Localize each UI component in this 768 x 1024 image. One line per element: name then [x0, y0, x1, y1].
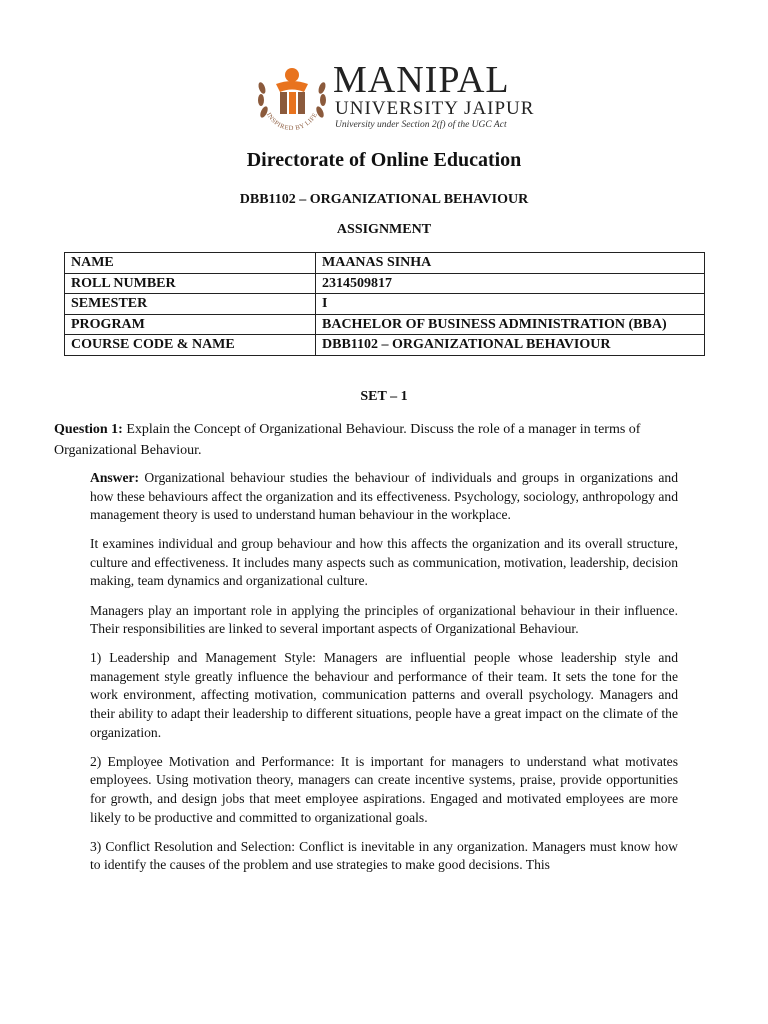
table-value: BACHELOR OF BUSINESS ADMINISTRATION (BBA) — [316, 314, 705, 335]
table-row — [65, 335, 705, 356]
table-row — [65, 314, 705, 335]
logo-brand-name: MANIPAL — [333, 59, 510, 101]
course-heading: DBB1102 – ORGANIZATIONAL BEHAVIOUR — [239, 192, 529, 207]
table-row — [65, 253, 705, 274]
table-row — [65, 294, 705, 315]
svg-text:INSPIRED BY LIFE — [265, 112, 319, 133]
answer-body — [90, 469, 678, 885]
table-row — [65, 273, 705, 294]
university-logo — [254, 58, 535, 138]
table-value: I — [316, 294, 705, 315]
table-label: COURSE CODE & NAME — [65, 335, 316, 356]
answer-paragraph: 3) Conflict Resolution and Selection: Conflict is inevitable in any organization. Managers must know how to identify the causes of the problem and use strategies to make good decisions. This — [90, 838, 678, 873]
document-type-heading: ASSIGNMENT — [336, 222, 432, 237]
question-label: Question 1: — [54, 422, 123, 437]
answer-paragraph: 1) Leadership and Management Style: Managers are influential people whose leadership style and management style greatly influence the behaviour and performance of their team. It sets the tone for the work environment, affecting motivation, communication patterns and overall psychology. Managers and their ability to adapt their leadership to different situations, people have a great impact on the climate of the organization. — [90, 650, 678, 740]
answer-paragraph: It examines individual and group behaviour and how this affects the organization and its overall structure, culture and effectiveness. It includes many aspects such as communication, motivation, leadership, decision making, team dynamics and organizational culture. — [90, 536, 678, 589]
table-label: SEMESTER — [65, 294, 316, 315]
table-value: 2314509817 — [316, 273, 705, 294]
answer-paragraph: Managers play an important role in applying the principles of organizational behaviour in their influence. Their responsibilities are linked to several important aspects of Organizational Behaviour. — [90, 602, 678, 637]
answer-paragraph: 2) Employee Motivation and Performance: It is important for managers to understand what motivates employees. Using motivation theory, managers can create incentive systems, praise, provide opportunities for growth, and design jobs that meet employee aspirations. Engaged and motivated employees are more likely to be productive and committed to organizational goals. — [90, 753, 678, 825]
table-value: MAANAS SINHA — [316, 253, 705, 274]
answer-paragraph-text: Organizational behaviour studies the behaviour of individuals and groups in organizations and how these behaviours affect the organization and its effectiveness. Psychology, sociology, anthropology and management theory is used to understand human behaviour in the workplace. — [90, 470, 678, 523]
logo-ring-text: INSPIRED BY LIFE — [264, 111, 320, 133]
answer-label: Answer: — [90, 470, 140, 485]
directorate-title: Directorate of Online Education — [246, 149, 522, 171]
table-label: NAME — [65, 253, 316, 274]
question-text: Explain the Concept of Organizational Behaviour. Discuss the role of a manager in terms of Organizational Behaviour. — [54, 422, 641, 458]
logo-emblem-icon — [254, 58, 330, 138]
table-label: ROLL NUMBER — [65, 273, 316, 294]
logo-brand-subtitle: UNIVERSITY JAIPUR — [335, 98, 535, 119]
logo-tagline: University under Section 2(f) of the UGC Act — [335, 120, 507, 130]
table-value: DBB1102 – ORGANIZATIONAL BEHAVIOUR — [316, 335, 705, 356]
student-info-table — [64, 252, 705, 356]
answer-paragraph — [90, 469, 678, 525]
table-label: PROGRAM — [65, 314, 316, 335]
set-heading: SET – 1 — [360, 389, 408, 404]
question-1 — [54, 419, 694, 461]
